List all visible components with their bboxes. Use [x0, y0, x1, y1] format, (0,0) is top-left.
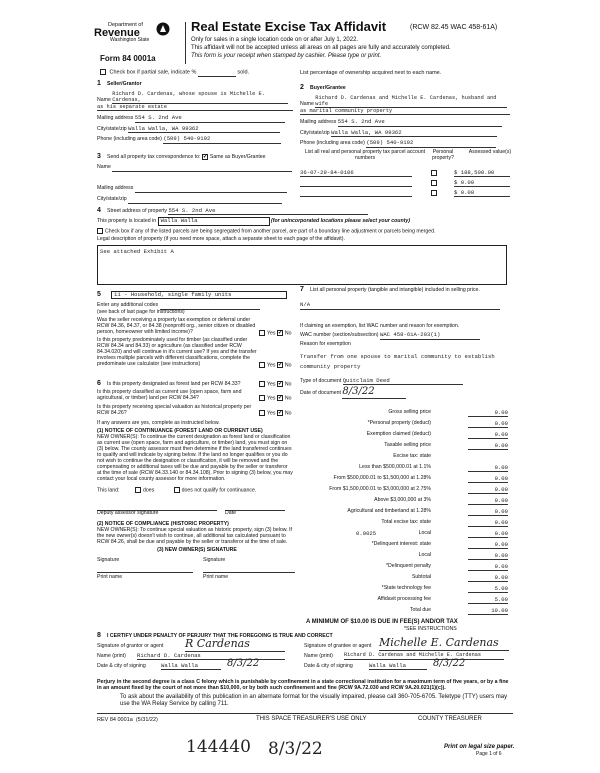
tax-label: Agricultural and timberland at 1.28% [347, 508, 431, 514]
parcel-number-field[interactable] [300, 190, 412, 197]
legal-description-label: Legal description of property (if you need more space, attach a separate sheet to each page of the affidavit). [97, 236, 345, 243]
partial-sale-label: Check box if partial sale, indicate % [109, 69, 197, 76]
seller-city-label: City/state/zip [97, 125, 127, 132]
owner-print-label-2: Print name [203, 573, 229, 580]
assessed-value-field[interactable]: $ 0.00 [454, 190, 510, 197]
location-select[interactable]: Walla Walla [158, 217, 270, 225]
local-rate: 0.0025 [356, 530, 377, 537]
grantee-sig-label: Signature of grantee or agent [304, 643, 372, 650]
personal-property-checkbox[interactable] [431, 170, 437, 176]
tax-label: Gross selling price [388, 409, 431, 415]
tax-label: From $500,000.01 to $1,500,000 at 1.28% [333, 475, 431, 481]
does-checkbox[interactable] [135, 487, 141, 493]
section7-personal-property: 7 List all personal property (tangible and intangible) included in selling price. N/A If claiming an exemption, list WAC number and reason for exemption. WAC number (section/subsection) WAC 458-61A-203(1) Reason for exemption Transfer from one spouse to marital community to establish community property Type of document Quitclaim Deed Date of document 8/3/22 [300, 286, 512, 399]
seller-phone-label: Phone (including area code) [97, 136, 162, 143]
rev-date: (5/31/22) [135, 717, 158, 723]
treasurer-use-only: THIS SPACE TREASURER'S USE ONLY [256, 716, 367, 722]
street-address-field[interactable]: 554 S. 2nd Ave [168, 208, 368, 215]
legal-paper-note: Print on legal size paper. [444, 744, 515, 750]
owner-signature-field[interactable] [97, 566, 193, 573]
unincorporated-note: (for unincorporated locations please select your county) [271, 218, 410, 225]
grantor-signature[interactable]: R Cardenas [185, 638, 285, 652]
yes-label: Yes [267, 381, 276, 388]
header-divider [185, 22, 186, 64]
form-number: Form 84 0001a [100, 54, 156, 63]
rev-label: REV 84 0001a [97, 717, 133, 723]
q2-no-checkbox[interactable] [277, 362, 283, 368]
correspondence-city-label: City/state/zip [97, 195, 127, 202]
dept-line3: Washington State [110, 37, 150, 44]
tax-value[interactable]: 0.00 [468, 487, 508, 494]
correspondence-label: Send all property tax correspondence to: [107, 154, 201, 160]
personal-property-field[interactable]: N/A [300, 301, 311, 309]
owner-signature-label: Signature [97, 556, 120, 563]
header-note3-text: This form is your receipt when stamped by cashier. Please type or print. [191, 53, 382, 59]
header-note3 [191, 53, 381, 60]
tax-label: Taxable selling price [384, 442, 431, 448]
buyer-name-field-2[interactable]: as marital community property [300, 108, 510, 115]
buyer-city-label: City/state/zip [300, 129, 330, 136]
see-instructions: *SEE INSTRUCTIONS [404, 626, 457, 632]
same-as-buyer-checkbox[interactable] [202, 154, 208, 160]
personal-property-checkbox[interactable] [431, 190, 437, 196]
segregated-label: Check box if any of the listed parcels are being segregated from another parcel, are part of a boundary line adjustment or parcels being merged. [105, 228, 436, 235]
tax-label: *State technology fee [381, 585, 431, 591]
buyer-mailing-label: Mailing address [300, 119, 337, 126]
forest-yes-checkbox[interactable] [259, 381, 265, 387]
q1-yes-checkbox[interactable] [259, 330, 265, 336]
grantee-date-field[interactable]: 8/3/22 [433, 658, 466, 670]
accessibility-notice: To ask about the availability of this publication in an alternate format for the visually impaired, please call 360-705-6705. Teletype (TTY) users may use the WA Relay Service by calling 711. [120, 694, 508, 707]
additional-codes-note: (see back of last page for instructions) [97, 309, 185, 316]
tax-value[interactable]: 0.00 [468, 498, 508, 505]
tax-value[interactable]: 0.00 [468, 531, 508, 538]
forest-no-checkbox[interactable] [277, 381, 283, 387]
partial-percent-field[interactable] [198, 69, 236, 76]
tax-label: Affidavit processing fee [377, 596, 431, 602]
correspondence-mailing-label: Mailing address [97, 185, 134, 192]
section6-current-use: 6 Is this property designated as forest land per RCW 84.33? Yes ✓ No Is this property classified as current use (open space, farm and agricultural, or timber) land per RCW 84.34? Yes ✓ No Is this property receiving special valuation as historical property per RCW 84.26? Yes ✓ No If any answers are yes, complete as instructed below. (1) NOTICE OF CONTINUANCE (FOREST LAND OR CURRENT USE) NEW OWNER(S): To continue the current designation as forest land or classification as current use (open space, farm and agriculture, or timber) land, you must sign on (3) below. The county assessor must then determine if the land transferred continues to qualify and will indicate by signing below. If the land no longer qualifies or you do not wish to continue the designation or classification, it will be removed and the compensating or additional taxes will be due and payable by the seller or transferor at the time of sale (RCW 84.33.140 or 84.34.108). Prior to signing (3) below, you may contact your local county assessor for more information. This land: does does not qualify for continuance. Deputy assessor signature Date (2) NOTICE OF COMPLIANCE (HISTORIC PROPERTY) NEW OWNER(S): To continue special valuation as historic property, sign (3) below. If the new owner(s) doesn't wish to continue, all additional tax calculated pursuant to RCW 84.26, shall be due and payable by the seller or transferor at the time of sale. (3) NEW OWNER(S) SIGNATURE Signature Signature Print name Print name [97, 380, 297, 580]
parcel-number-field[interactable] [300, 180, 412, 187]
stamp-number: 144440 [186, 737, 251, 757]
yes-label: Yes [267, 410, 276, 417]
tax-value[interactable]: 0.00 [468, 509, 508, 516]
tax-label: Less than $500,000.01 at 1.1% [359, 464, 431, 470]
tax-value[interactable]: 0.00 [468, 465, 508, 472]
buyer-mailing-field[interactable]: 554 S. 2nd Ave [338, 119, 502, 126]
assessed-value-field[interactable]: $ 188,500.00 [454, 170, 510, 177]
dor-logo [94, 22, 180, 50]
parcel-row [300, 170, 512, 180]
correspondence-name-label: Name [97, 164, 111, 171]
tax-label: Total due [409, 607, 431, 613]
tax-label: *Delinquent interest: state [371, 541, 431, 547]
assessed-value-field[interactable]: $ 0.00 [454, 180, 510, 187]
property-location-section: 4 Street address of property 554 S. 2nd Ave This property is located in Walla Walla (for unincorporated locations please select your county) Check box if any of the listed parcels are being segregated from another parcel, are part of a boundary line adjustment or parcels being merged. Legal description of property (if you need more space, attach a separate sheet to each page of the affidavit). See attached Exhibit A [97, 207, 513, 285]
tax-value[interactable]: 0.00 [468, 575, 508, 582]
deputy-date-label: Date [225, 509, 236, 516]
seller-name-field-2[interactable]: as his separate estate [97, 104, 293, 111]
ownership-note: List percentage of ownership acquired next to each name. [300, 70, 442, 76]
rev-number [97, 717, 158, 723]
footer-divider [97, 713, 513, 714]
parcel-row [300, 180, 512, 190]
historic-yes-checkbox[interactable] [259, 410, 265, 416]
owner-signature-label-2: Signature [203, 556, 226, 563]
form-title: Real Estate Excise Tax Affidavit [191, 19, 387, 34]
seller-name-label: Name [97, 97, 111, 104]
tax-label: Subtotal [411, 574, 431, 580]
county-treasurer: COUNTY TREASURER [418, 716, 482, 722]
minimum-note: A MINIMUM OF $10.00 IS DUE IN FEE(S) AND/OR TAX [306, 619, 458, 625]
does-not-label: does not qualify for continuance. [181, 486, 257, 493]
page-number: Page 1 of 6 [476, 751, 502, 757]
parcel-col-personal: Personal property? [432, 149, 454, 161]
grantee-city-field[interactable]: Walla Walla [369, 663, 427, 670]
partial-sale-checkbox[interactable] [100, 69, 106, 75]
rcw-ref: (RCW 82.45 WAC 458-61A) [410, 24, 498, 31]
current-use-yes-checkbox[interactable] [259, 395, 265, 401]
seller-city-field[interactable]: Walla Walla, WA 99362 [128, 126, 280, 133]
tax-label: Excise tax: state [393, 453, 431, 459]
wac-label: WAC number (section/subsection) [300, 332, 379, 339]
tax-label: Total excise tax: state [381, 519, 431, 525]
parcel-row [300, 190, 512, 200]
forest-land-question: Is this property designated as forest land per RCW 84.33? [107, 381, 241, 387]
tax-label: Local [418, 530, 431, 536]
doc-type-field[interactable]: Quitclaim Deed [343, 378, 463, 385]
seller-phone-field[interactable]: (509) 540-9192 [163, 136, 281, 143]
deputy-sig-label: Deputy assessor signature [97, 509, 159, 516]
land-use-code-select[interactable]: 11 - Household, single family units [111, 291, 287, 299]
new-owner-sig-title: (3) NEW OWNER(S) SIGNATURE [157, 546, 237, 553]
current-use-question: Is this property classified as current use (open space, farm and agricultural, or timber) land per RCW 84.34? [97, 389, 242, 402]
notice-continuance-text: NEW OWNER(S): To continue the current designation as forest land or classification as current use (open space, farm and agriculture, or timber) land, you must sign on (3) below. The county assessor must then determine if the land transferred continues to qualify and will indicate by signing below. If the land no longer qualifies or you do not wish to continue the designation or classification, it will be removed and the compensating or additional taxes will be due and payable by the seller or transferor at the time of sale (RCW 84.33.140 or 84.34.108). Prior to signing (3) below, you may contact your local county assessor for more information. [97, 433, 293, 482]
parcel-table [300, 150, 512, 200]
doc-date-field[interactable]: 8/3/22 [342, 386, 406, 399]
tax-label: Exemption claimed (deduct) [366, 431, 431, 437]
grantor-sig-label: Signature of grantor or agent [97, 643, 164, 650]
tax-value[interactable]: 0.00 [468, 564, 508, 571]
tax-value[interactable]: 0.00 [468, 432, 508, 439]
yes-label: Yes [267, 330, 276, 337]
seller-heading: Seller/Grantor [107, 81, 142, 87]
parcel-col-value: Assessed value(s) [468, 149, 512, 155]
tax-label: *Delinquent penalty [386, 563, 431, 569]
q2-yes-checkbox[interactable] [259, 362, 265, 368]
owner-print-label: Print name [97, 573, 123, 580]
grantor-date-label: Date & city of signing [97, 663, 146, 670]
tax-label: Local [418, 552, 431, 558]
buyer-name-label: Name [300, 101, 314, 108]
seller-mailing-label: Mailing address [97, 115, 134, 122]
tax-value[interactable]: 0.00 [468, 410, 508, 417]
grantor-name-field[interactable]: Richard D. Cardenas [137, 653, 285, 660]
grantor-city-field[interactable]: Walla Walla [161, 663, 221, 670]
no-label: No [284, 410, 292, 417]
doc-type-label: Type of document [300, 377, 342, 384]
tax-correspondence-section: 3 Send all property tax correspondence to: ✓ Same as Buyer/Grantee Name Mailing address City/state/zip [97, 153, 297, 204]
seller-mailing-field[interactable]: 554 S. 2nd Ave [135, 115, 285, 122]
grantor-name-label: Name (print) [97, 653, 126, 660]
parcel-col-number: List all real and personal property tax parcel account numbers [304, 149, 426, 161]
if-yes-note: If any answers are yes, complete as instructed below. [97, 419, 220, 426]
header-note1: Only for sales in a single location code on or after July 1, 2022. [191, 37, 359, 43]
q1-no-checkbox[interactable] [277, 330, 283, 336]
no-label: No [284, 395, 292, 402]
stamp-date: 8/3/22 [268, 739, 323, 759]
seller-name-field[interactable]: Richard D. Cardenas, whose spouse is Michelle E. Cardenas, [112, 91, 288, 104]
buyer-phone-field[interactable]: (509) 540-9192 [366, 140, 496, 147]
seller-section: 1 Seller/Grantor Name Richard D. Cardenas, whose spouse is Michelle E. Cardenas, as his separate estate Mailing address 554 S. 2nd Ave City/state/zip Walla Walla, WA 99362 Phone (including area code) (509) 540-9192 [97, 80, 295, 144]
timber-question: Is this property predominately used for timber (as classified under RCW 84.34 and 84.33) or agriculture (as classified under RCW 84.34.020) and will continue in it's current use? If yes and the transfer involves multiple parcels with different classifications, complete the predominate use calculator (see instructions) [97, 337, 257, 368]
doc-date-label: Date of document [300, 390, 341, 397]
tax-label: *Personal property (deduct) [367, 420, 431, 426]
tax-label: Above $3,000,000 at 3% [374, 497, 431, 503]
notice-continuance-title: (1) NOTICE OF CONTINUANCE (FOREST LAND OR CURRENT USE) [97, 427, 263, 434]
reason-label: Reason for exemption [300, 340, 351, 347]
segregated-checkbox[interactable] [97, 228, 103, 234]
yes-label: Yes [267, 395, 276, 402]
correspondence-city-field[interactable] [128, 197, 282, 204]
tax-label: From $1,500,000.01 to $3,000,000 at 2.75% [329, 486, 431, 492]
notice-compliance-text: NEW OWNER(S): To continue special valuation as historic property, sign (3) below. If the new owner(s) doesn't wish to continue, all additional tax calculated pursuant to RCW 84.26, shall be due and payable by the seller or transferor at the time of sale. [97, 526, 292, 545]
grantee-name-field[interactable]: Richard D. Cardenas and Michelle E. Cardenas [344, 653, 504, 660]
certification-section: 8 I CERTIFY UNDER PENALTY OF PERJURY THAT THE FOREGOING IS TRUE AND CORRECT Signature of grantor or agent R Cardenas Name (print) Richard D. Cardenas Date & city of signing Walla Walla 8/3/22 Signature of grantee or agent Michelle E. Cardenas Name (print) Richard D. Cardenas and Michelle E. Cardenas Date & city of signing Walla Walla 8/3/22 [97, 632, 513, 674]
legal-description-field[interactable]: See attached Exhibit A [97, 245, 507, 285]
tax-value[interactable]: 0.00 [468, 443, 508, 450]
partial-sale-row [100, 69, 249, 77]
tax-value[interactable]: 5.00 [468, 586, 508, 593]
no-label: No [284, 362, 292, 369]
grantee-signature[interactable]: Michelle E. Cardenas [379, 637, 509, 651]
tax-value[interactable]: 0.00 [468, 553, 508, 560]
dept-line2: Revenue [94, 27, 140, 40]
does-label: does [142, 486, 155, 493]
certify-statement: I CERTIFY UNDER PENALTY OF PERJURY THAT THE FOREGOING IS TRUE AND CORRECT [107, 633, 333, 639]
tax-value[interactable]: 0.00 [468, 542, 508, 549]
tax-value[interactable]: 0.00 [468, 421, 508, 428]
wac-number-field[interactable]: WAC 458-61A-203(1) [380, 332, 480, 339]
reason-field[interactable]: Transfer from one spouse to marital community to establish community property [300, 352, 495, 370]
buyer-phone-label: Phone (including area code) [300, 140, 365, 147]
correspondence-name-field[interactable] [112, 165, 292, 172]
personal-property-checkbox[interactable] [431, 180, 437, 186]
does-not-checkbox[interactable] [174, 487, 180, 493]
tax-value[interactable]: 10.00 [468, 608, 508, 615]
header-note2: This affidavit will not be accepted unless all areas on all pages are fully and accurately completed. [191, 45, 451, 51]
perjury-notice: Perjury in the second degree is a class C felony which is punishable by confinement in a state correctional institution for a maximum term of five years, or by a fine in an amount fixed by the court of not more than $10,000, or by both such confinement and fine (RCW 9A.72.030 and RCW 9A.20.021(1)(c)). [97, 679, 509, 692]
historic-question: Is this property receiving special valuation as historical property per RCW 84.26? [97, 403, 252, 416]
personal-property-label: List all personal property (tangible and intangible) included in selling price. [310, 287, 480, 293]
tax-value[interactable]: 0.00 [468, 476, 508, 483]
current-use-no-checkbox[interactable] [277, 395, 283, 401]
sold-label: sold. [237, 69, 250, 76]
no-label: No [284, 381, 292, 388]
street-address-label: Street address of property [107, 208, 167, 214]
this-land-label: This land: [97, 486, 120, 493]
no-label: No [284, 330, 292, 337]
buyer-section: 2 Buyer/Grantee Name Richard D. Cardenas and Michelle E. Cardenas, husband and wife as marital community property Mailing address 554 S. 2nd Ave City/state/zip Walla Walla, WA 99362 Phone (including area code) (509) 540-9192 [300, 84, 512, 148]
exemption-question: Was the seller receiving a property tax exemption or deferral under RCW 84.36, 84.37, or 84.38 (nonprofit org., senior citizen or disabled person, homeowner with limited income)? [97, 317, 256, 336]
section5-use-code: 5 11 - Household, single family units Enter any additional codes (see back of last page for instructions) Was the seller receiving a property tax exemption or deferral under RCW 84.36, 84.37, or 84.38 (nonprofit org., senior citizen or disabled person, homeowner with limited income)? Yes ✓ No Is this property predominately used for timber (as classified under RCW 84.34 and 84.33) or agriculture (as classified under RCW 84.34.020) and will continue in it's current use? If yes and the transfer involves multiple parcels with different classifications, complete the predominate use calculator (see instructions) Yes ✓ No [97, 291, 297, 368]
buyer-heading: Buyer/Grantee [310, 85, 346, 91]
yes-label: Yes [267, 362, 276, 369]
exemption-label: If claiming an exemption, list WAC number and reason for exemption. [300, 323, 460, 330]
dept-line1: Department of [108, 22, 143, 28]
buyer-name-field[interactable]: Richard D. Cardenas and Michelle E. Cardenas, husband and wife [315, 95, 507, 108]
additional-codes-label: Enter any additional codes [97, 302, 159, 309]
grantee-name-label: Name (print) [304, 653, 333, 660]
personal-property-line [300, 309, 500, 310]
parcel-number-field[interactable]: 36-07-29-84-0106 [300, 170, 412, 177]
tax-value[interactable]: 5.00 [468, 597, 508, 604]
same-as-buyer-label: Same as Buyer/Grantee [209, 154, 266, 160]
buyer-city-field[interactable]: Walla Walla, WA 99362 [331, 130, 497, 137]
dor-mark-icon [156, 22, 170, 36]
tax-value[interactable]: 0.00 [468, 520, 508, 527]
grantee-date-label: Date & city of signing [304, 663, 353, 670]
grantor-date-field[interactable]: 8/3/22 [227, 658, 260, 670]
notice-compliance-title: (2) NOTICE OF COMPLIANCE (HISTORIC PROPERTY) [97, 520, 229, 527]
located-in-label: This property is located in [97, 218, 157, 225]
correspondence-mailing-field[interactable] [135, 186, 287, 193]
